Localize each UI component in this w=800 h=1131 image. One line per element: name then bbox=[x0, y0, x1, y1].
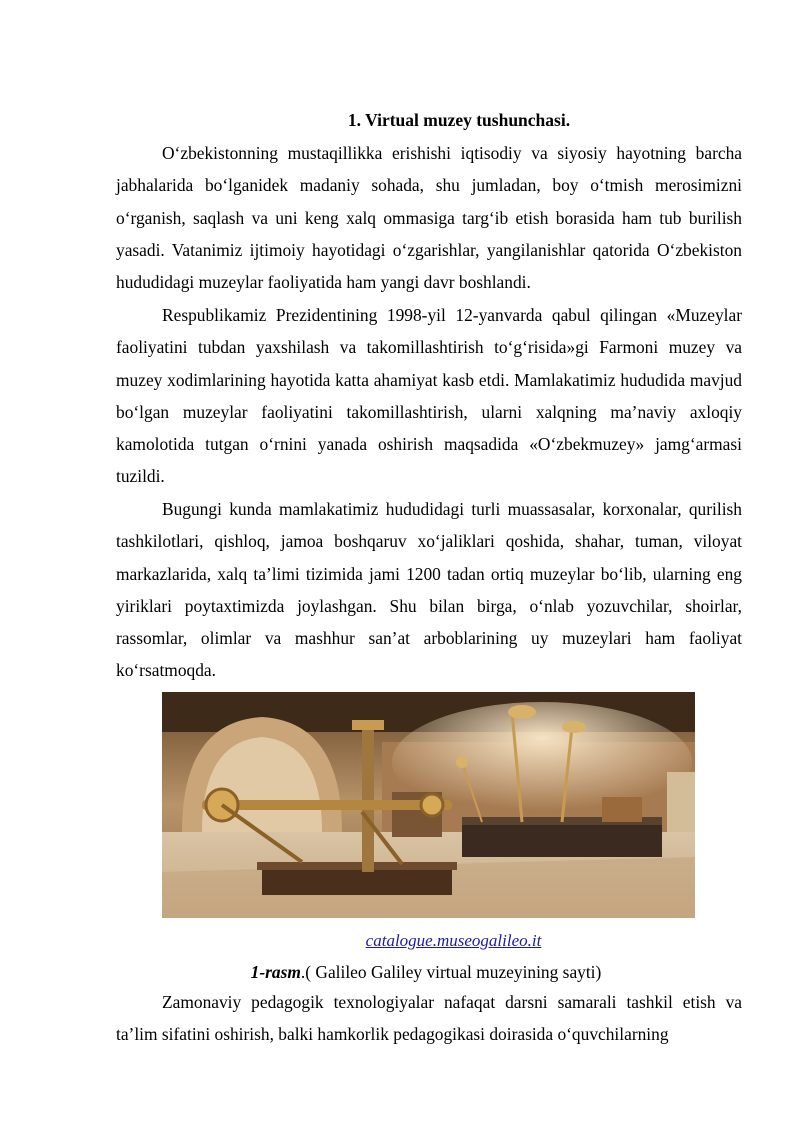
figure-caption-label: 1-rasm bbox=[250, 962, 301, 982]
figure-source-link[interactable]: catalogue.museogalileo.it bbox=[365, 931, 542, 950]
paragraph-4: Zamonaviy pedagogik texnologiyalar nafaqat darsni samarali tashkil etish va ta’lim sifatini oshirish, balki hamkorlik pedagogikasi doirasida o‘quvchilarning bbox=[116, 992, 742, 1045]
paragraph-3: Bugungi kunda mamlakatimiz hududidagi turli muassasalar, korxonalar, qurilish tashkilotlari, qishloq, jamoa boshqaruv xo‘jaliklari qoshida, shahar, tuman, viloyat markazlarida, xalq ta’limi tizimida jami 1200 tadan ortiq muzeylar bo‘lib, ularning eng yiriklari poytaxtimizda joylashgan. Shu bilan birga, o‘nlab yozuvchilar, shoirlar, rassomlar, olimlar va mashhur san’at arboblarining uy muzeylari ham faoliyat ko‘rsatmoqda. bbox=[116, 499, 742, 681]
figure-caption-text: .( Galileo Galiley virtual muzeyining sayti) bbox=[300, 962, 602, 982]
figure-caption bbox=[0, 958, 800, 986]
museum-photo-illustration bbox=[162, 692, 695, 918]
museum-photo bbox=[162, 692, 695, 918]
section-heading: 1. Virtual muzey tushunchasi. bbox=[347, 110, 571, 130]
paragraph-1: O‘zbekistonning mustaqillikka erishishi iqtisodiy va siyosiy hayotning barcha jabhalarida bo‘lganidek madaniy sohada, shu jumladan, boy o‘tmish merosimizni o‘rganish, saqlash va uni keng xalq ommasiga targ‘ib etish borasida ham tub burilish yasadi. Vatanimiz ijtimoiy hayotidagi o‘zgarishlar, yangilanishlar qatorida O‘zbekiston hududidagi muzeylar faoliyatida ham yangi davr boshlandi. bbox=[116, 143, 742, 293]
paragraph-2: Respublikamiz Prezidentining 1998-yil 12-yanvarda qabul qilingan «Muzeylar faoliyatini tubdan yaxshilash va takomillashtirish to‘g‘risida»gi Farmoni muzey va muzey xodimlarining hayotida katta ahamiyat kasb etdi. Mamlakatimiz hududida mavjud bo‘lgan muzeylar faoliyatini takomillashtirish, ularni xalqning ma’naviy axloqiy kamolotida tutgan o‘rnini yanada oshirish maqsadida «O‘zbekmuzey» jamg‘armasi tuzildi. bbox=[116, 305, 742, 487]
